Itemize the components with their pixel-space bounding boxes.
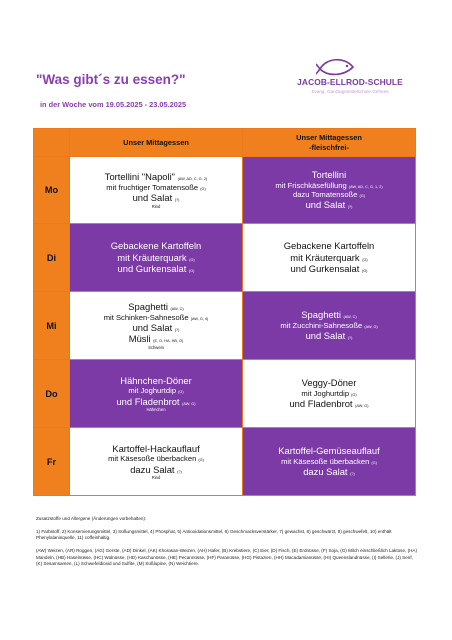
notes-heading: Zusatzstoffe und Allergene (Änderungen vorbehalten):	[36, 516, 147, 521]
school-logo	[290, 56, 410, 100]
menu-row-do	[34, 360, 416, 428]
school-name: JACOB-ELLROD-SCHULE	[297, 77, 403, 87]
meal1-column-header: Unser Mittagessen	[70, 129, 243, 157]
meal1-cell: Tortellini "Napoli" (AW, AD, C, G, 2) mit fruchtiger Tomatensoße (G) und Salat (?) Rind	[70, 157, 243, 224]
day-label: Di	[34, 224, 70, 292]
school-tagline: Evang. Ganztagsmittelschule Gefrees	[311, 89, 389, 94]
page-title: "Was gibt´s zu essen?"	[36, 72, 186, 87]
week-range: in der Woche vom 19.05.2025 - 23.05.2025	[40, 100, 187, 109]
day-label: Mi	[34, 292, 70, 360]
fish-logo-icon	[316, 56, 356, 78]
menu-table	[33, 128, 416, 496]
additives-list: 1) Farbstoff, 2) Konservierungsmittel, 3) Süßungsmittel, 4) Phosphat, 5) Antioxidationsmittel, 6) Geschmacksverstärker, 7) gewachst, 8) geschwärzt, 9) geschwefelt, 10) enthält Phenylalaninquelle, 11) coffeinhaltig.	[36, 528, 392, 541]
meal1-cell: Spaghetti (AW, C) mit Schinken-Sahnesoße (AW, G, 4) und Salat (?) Müsli (E, G, HA, HB, O) Schwein	[70, 292, 243, 360]
meal1-cell: Hähnchen-Döner mit Joghurtdip (G) und Fladenbrot (AW, G) Hähnchen	[70, 360, 243, 428]
meal2-cell: Spaghetti (AW, C) mit Zucchini-Sahnesoße (AW, G) und Salat (?)	[243, 292, 416, 360]
day-label: Mo	[34, 157, 70, 224]
meal2-cell: Kartoffel-Gemüseauflauf mit Käsesoße überbacken (G) dazu Salat (?)	[243, 428, 416, 496]
allergen-notes	[36, 516, 420, 574]
meal2-cell: Gebackene Kartoffeln mit Kräuterquark (G) und Gurkensalat (G)	[243, 224, 416, 292]
meal2-column-header: Unser Mittagessen -fleischfrei-	[243, 129, 416, 157]
meal1-cell: Gebackene Kartoffeln mit Kräuterquark (G) und Gurkensalat (G)	[70, 224, 243, 292]
menu-header-row	[34, 129, 416, 157]
allergens-list: (AW) Weizen, (AR) Roggen, (AG) Gerste, (AD) Dinkel, (AK) Khorasan-Weizen, (AH) Hafer, (B) Krebstiere, (C) Eier, (D) Fisch, (E) Erdnüsse, (F) Soja, (G) Milch einschließlich Laktose, (HA) Mandeln, (HB) Haselnüsse, (HC) Walnüsse, (HD) Kaschunüsse, (HE) Pecannüsse, (HF) Paranüsse, (HG) Pistazien, (HH) Macadamianüsse, (HI) Queenslandnüsse, (I) Sellerie, (J) Senf, (K) Sesamsamen, (L) Schwefeldioxid und Sulfite, (M) Süßlupine, (N) Weichtiere.	[36, 547, 418, 567]
meal1-cell: Kartoffel-Hackauflauf mit Käsesoße überbacken (G) dazu Salat (?) Rind	[70, 428, 243, 496]
day-label: Do	[34, 360, 70, 428]
menu-row-mi	[34, 292, 416, 360]
corner-cell	[34, 129, 70, 157]
meal2-cell: Tortellini mit Frischkäsefüllung (AW, AD, C, G, 1, 2) dazu Tomatensoße (G) und Salat (?)	[243, 157, 416, 224]
menu-row-fr	[34, 428, 416, 496]
day-label: Fr	[34, 428, 70, 496]
menu-row-mo	[34, 157, 416, 224]
meal2-cell: Veggy-Döner mit Joghurtdip (G) und Fladenbrot (AW, G)	[243, 360, 416, 428]
menu-row-di	[34, 224, 416, 292]
